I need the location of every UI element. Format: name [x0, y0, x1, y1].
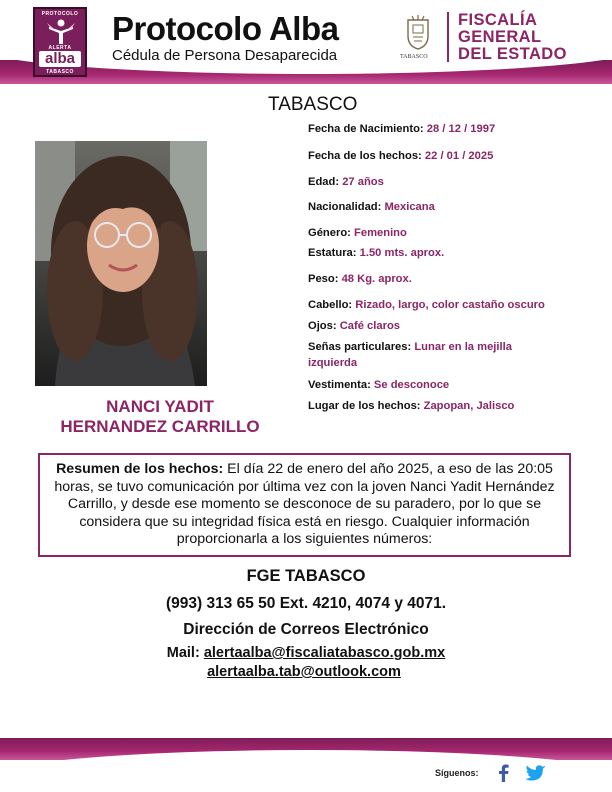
twitter-icon[interactable]: [521, 765, 547, 783]
contact-org: FGE TABASCO: [246, 567, 366, 585]
field-value: Mexicana: [384, 201, 435, 213]
field-value: Se desconoce: [373, 379, 450, 391]
field-marks: [308, 339, 558, 371]
seal-label: TABASCO: [400, 54, 428, 60]
field-value: Rizado, largo, color castaño oscuro: [355, 299, 545, 311]
field-label: Lugar de los hechos:: [308, 400, 421, 412]
summary-box: [38, 453, 571, 557]
field-value: Café claros: [339, 320, 401, 332]
email-link-2[interactable]: alertaalba.tab@outlook.com: [207, 664, 401, 680]
field-gender: [308, 225, 608, 241]
field-label: Estatura:: [308, 247, 357, 259]
email-heading: Dirección de Correos Electrónico: [183, 621, 429, 638]
agency-line-1: FISCALÍA: [458, 11, 538, 29]
state-label: TABASCO: [268, 94, 358, 115]
field-value: 48 Kg. aprox.: [341, 273, 412, 285]
logo-big-text: alba: [39, 51, 81, 67]
field-label: Edad:: [308, 176, 340, 188]
field-clothing: [308, 377, 608, 393]
email-line-2: [0, 664, 610, 680]
logo-figure-icon: [43, 17, 79, 45]
field-value: Zapopan, Jalisco: [423, 400, 515, 412]
field-label: Fecha de los hechos:: [308, 150, 422, 162]
field-age: [308, 174, 608, 190]
field-label: Peso:: [308, 273, 339, 285]
field-label: Género:: [308, 227, 351, 239]
field-birth-date: [308, 121, 608, 137]
field-nationality: [308, 199, 608, 215]
field-height: [308, 245, 608, 261]
field-label: Vestimenta:: [308, 379, 371, 391]
state-seal-icon: [404, 14, 432, 50]
logo-bottom-text: TABASCO: [46, 69, 74, 75]
page-subtitle: Cédula de Persona Desaparecida: [112, 47, 338, 64]
field-hair: [308, 297, 608, 313]
person-photo: [35, 141, 207, 386]
field-value: 28 / 12 / 1997: [426, 123, 496, 135]
follow-label: Síguenos:: [435, 768, 479, 778]
field-event-date: [308, 148, 608, 164]
summary-text: El día 22 de enero del año 2025, a eso de las 20:05 horas, se tuvo comunicación por última vez con la joven Nanci Yadit Hernández Carrillo, y desde ese momento se desconoce de su paradero, por lo que se considera que su integridad física está en riesgo. Cualquier información proporcionarla a los siguientes números:: [54, 461, 555, 547]
person-name-line-2: HERNANDEZ CARRILLO: [60, 417, 260, 436]
mail-label: Mail:: [166, 645, 200, 661]
field-label: Ojos:: [308, 320, 337, 332]
logo-top-text: PROTOCOLO: [41, 11, 79, 17]
facebook-icon[interactable]: [496, 764, 510, 782]
field-value: 22 / 01 / 2025: [424, 150, 494, 162]
field-event-place: [308, 398, 608, 414]
email-line-1: [0, 645, 612, 661]
person-name-line-1: NANCI YADIT: [106, 397, 214, 416]
field-weight: [308, 271, 608, 287]
field-value: 1.50 mts. aprox.: [359, 247, 445, 259]
page-title: Protocolo Alba: [112, 10, 339, 47]
agency-name: [458, 12, 567, 63]
contact-phone: (993) 313 65 50 Ext. 4210, 4074 y 4071.: [165, 595, 447, 612]
email-link-1[interactable]: alertaalba@fiscaliatabasco.gob.mx: [203, 645, 446, 661]
field-value: 27 años: [342, 176, 384, 188]
field-value: Lunar en la mejilla izquierda: [308, 341, 512, 369]
field-eyes: [308, 318, 608, 334]
summary-label: Resumen de los hechos:: [56, 461, 224, 477]
header-divider: [447, 12, 449, 62]
alerta-alba-logo: [33, 7, 87, 77]
agency-line-3: DEL ESTADO: [458, 45, 567, 63]
field-label: Señas particulares:: [308, 341, 412, 353]
field-label: Nacionalidad:: [308, 201, 382, 213]
field-label: Fecha de Nacimiento:: [308, 123, 424, 135]
logo-mid-text: ALERTA: [48, 45, 72, 51]
field-label: Cabello:: [308, 299, 353, 311]
field-value: Femenino: [354, 227, 407, 239]
agency-line-2: GENERAL: [458, 28, 542, 46]
person-name: [30, 397, 290, 437]
